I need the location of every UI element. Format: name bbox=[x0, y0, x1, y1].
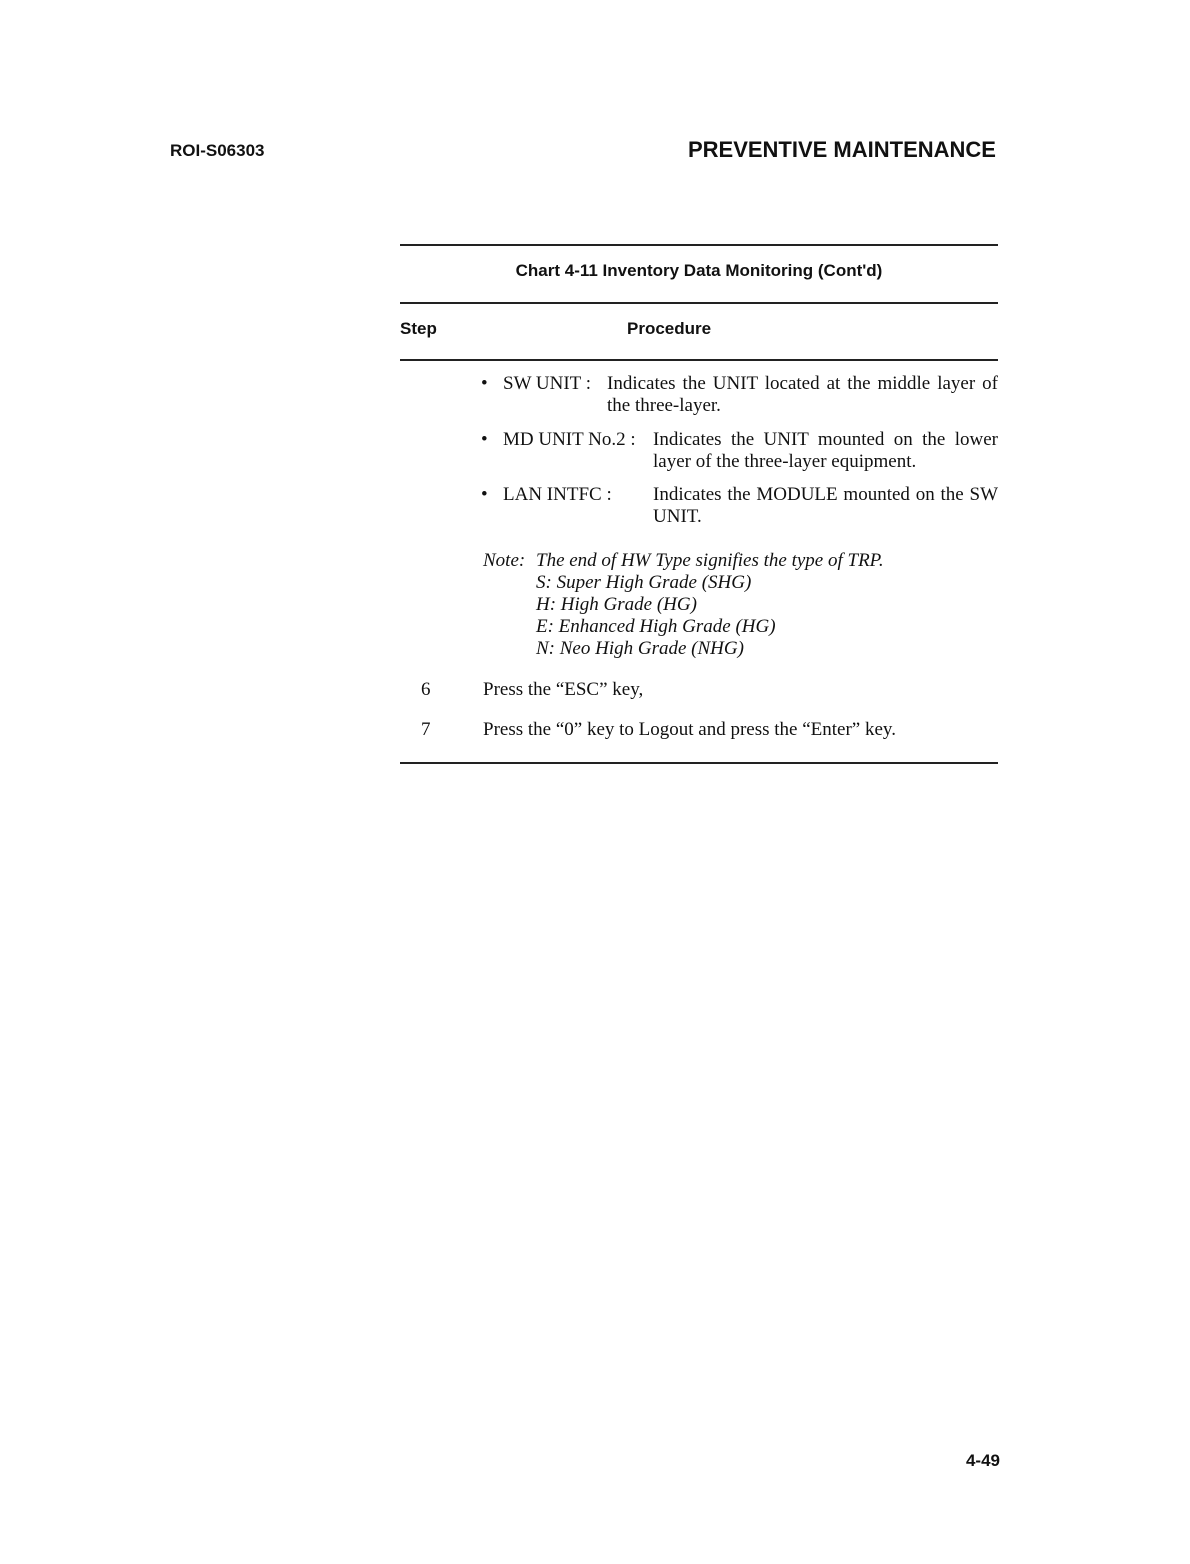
bullet-description: Indicates the UNIT mounted on the lower layer of the three-layer equipment. bbox=[653, 429, 998, 472]
document-id: ROI-S06303 bbox=[170, 141, 265, 160]
step-text: Press the “0” key to Logout and press the “Enter” key. bbox=[483, 719, 896, 740]
bullet-term: SW UNIT : bbox=[503, 373, 591, 394]
note-text: The end of HW Type signifies the type of TRP. bbox=[536, 550, 884, 571]
step-number: 6 bbox=[421, 679, 431, 700]
chart-title: Chart 4-11 Inventory Data Monitoring (Cont'd) bbox=[515, 261, 883, 280]
bullet-description: Indicates the UNIT located at the middle layer of the three-layer. bbox=[607, 373, 998, 416]
page-number: 4-49 bbox=[965, 1451, 1000, 1470]
column-header-procedure: Procedure bbox=[627, 319, 712, 338]
step-text: Press the “ESC” key, bbox=[483, 679, 644, 700]
column-header-step: Step bbox=[400, 319, 437, 338]
table-header-top-rule bbox=[400, 302, 998, 304]
table-top-rule bbox=[400, 244, 998, 246]
section-title: PREVENTIVE MAINTENANCE bbox=[687, 137, 996, 162]
note-label: Note: bbox=[483, 550, 526, 571]
note-item: H: High Grade (HG) bbox=[536, 594, 697, 615]
note-item: E: Enhanced High Grade (HG) bbox=[536, 616, 776, 637]
bullet-glyph: • bbox=[481, 373, 488, 394]
bullet-glyph: • bbox=[481, 429, 488, 450]
note-item: N: Neo High Grade (NHG) bbox=[536, 638, 744, 659]
bullet-description: Indicates the MODULE mounted on the SW UNIT. bbox=[653, 484, 998, 527]
table-bottom-rule bbox=[400, 762, 998, 764]
step-number: 7 bbox=[421, 719, 431, 740]
table-header-bottom-rule bbox=[400, 359, 998, 361]
note-item: S: Super High Grade (SHG) bbox=[536, 572, 752, 593]
bullet-glyph: • bbox=[481, 484, 488, 505]
bullet-term: LAN INTFC : bbox=[503, 484, 612, 505]
bullet-term: MD UNIT No.2 : bbox=[503, 429, 636, 450]
